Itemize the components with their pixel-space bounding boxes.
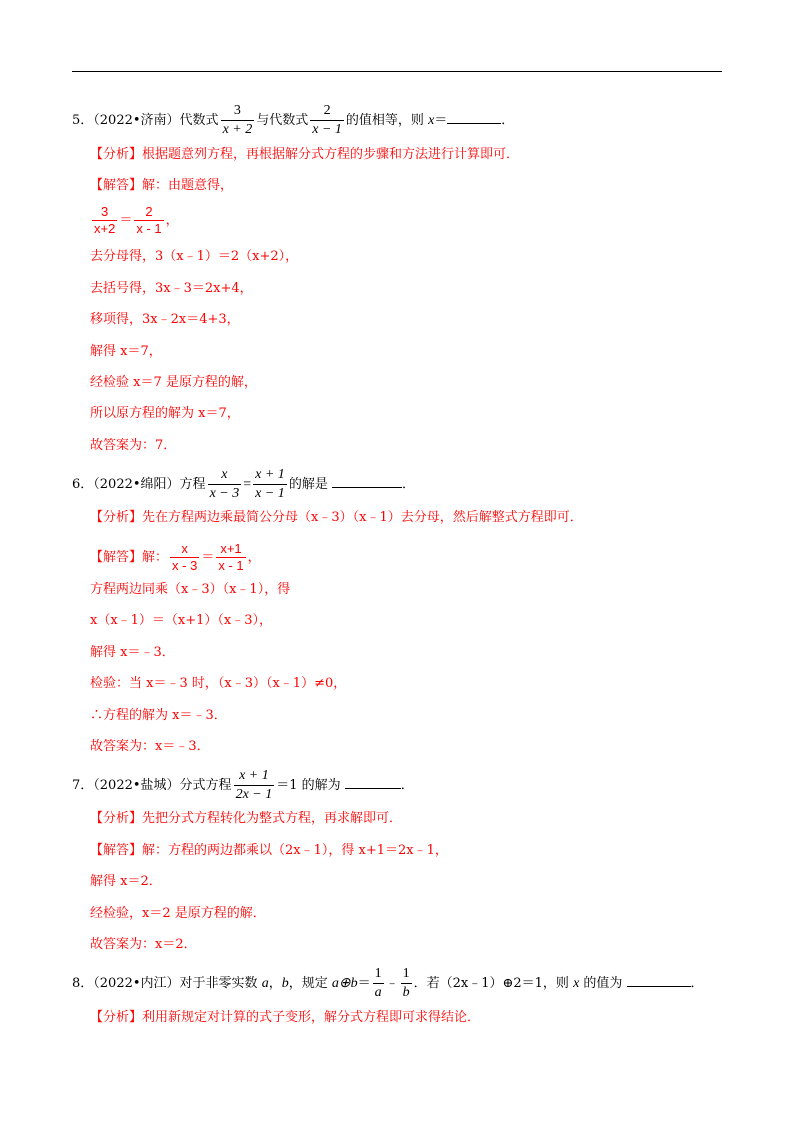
- problem-7-step: 经检验，x＝2 是原方程的解．: [90, 906, 266, 921]
- problem-6-analysis: 【分析】先在方程两边乘最简公分母（x﹣3）（x﹣1）去分母，然后解整式方程即可．: [90, 510, 583, 525]
- problem-8-analysis: 【分析】利用新规定对计算的式子变形，解分式方程即可求得结论．: [90, 1010, 481, 1025]
- answer-blank: [345, 776, 401, 789]
- answer-blank: [447, 111, 501, 124]
- problem-6-step: 方程两边同乘（x﹣3）（x﹣1），得: [90, 582, 291, 597]
- fraction-1-over-b: $\frac{1}{b}$: [402, 966, 410, 1000]
- fraction-x-plus-1-over-x-minus-1: $\frac{x+1}{x - 1}$: [218, 541, 244, 573]
- problem-5-step: 去分母得，3（x﹣1）＝2（x+2），: [90, 249, 299, 264]
- problem-7-analysis: 【分析】先把分式方程转化为整式方程，再求解即可．: [90, 811, 403, 826]
- fraction-2-over-x-minus-1: $\frac{2}{x - 1}$: [312, 103, 342, 137]
- problem-8-stem: 8．（2022•内江）对于非零实数 a，b，规定 a⊕b＝ $\frac{1}{a}$ ﹣ $\frac{1}{b}$ ．若（2x﹣1）⊕2＝1，则 x 的值为 ．: [72, 966, 704, 1000]
- problem-7-step: 解得 x＝2．: [90, 874, 162, 889]
- fraction-3-over-x-plus-2: $\frac{3}{x+2}$: [94, 204, 116, 236]
- problem-5-equation: $\frac{3}{x+2}$ ＝ $\frac{2}{x - 1}$ ，: [94, 204, 179, 236]
- problem-6-step: ∴方程的解为 x＝﹣3．: [90, 708, 227, 723]
- answer-blank: [627, 974, 691, 987]
- problem-7-final-answer: 故答案为：x＝2．: [90, 937, 197, 952]
- answer-blank: [332, 475, 402, 488]
- problem-5-step: 所以原方程的解为 x＝7，: [90, 406, 240, 421]
- fraction-1-over-a: $\frac{1}{a}$: [374, 966, 382, 1000]
- problem-5-stem: 5．（2022•济南）代数式 $\frac{3}{x + 2}$ 与代数式 $\frac{2}{x - 1}$ 的值相等，则 x＝ ．: [72, 103, 515, 137]
- problem-5-final-answer: 故答案为：7．: [90, 438, 177, 453]
- problem-6-step: 检验：当 x＝﹣3 时，（x﹣3）（x﹣1）≠0，: [90, 676, 347, 691]
- problem-6-answer: 【解答】解： $\frac{x}{x - 3}$ ＝ $\frac{x+1}{x - 1}$ ，: [90, 541, 261, 573]
- problem-5-step: 经检验 x＝7 是原方程的解，: [90, 375, 257, 390]
- fraction-x-plus-1-over-2x-minus-1: $\frac{x + 1}{2x - 1}$: [235, 768, 273, 802]
- problem-7-stem: 7．（2022•盐城）分式方程 $\frac{x + 1}{2x - 1}$ ＝1 的解为 ．: [72, 768, 414, 802]
- problem-5-answer: 【解答】解：由题意得，: [90, 178, 234, 193]
- problem-7-answer: 【解答】解：方程的两边都乘以（2x﹣1），得 x+1＝2x﹣1，: [90, 843, 448, 858]
- problem-5-analysis: 【分析】根据题意列方程，再根据解分式方程的步骤和方法进行计算即可．: [90, 147, 520, 162]
- fraction-x-plus-1-over-x-minus-1: $\frac{x + 1}{x - 1}$: [255, 467, 285, 501]
- problem-5-step: 移项得，3x﹣2x＝4+3，: [90, 312, 240, 327]
- fraction-x-over-x-minus-3: $\frac{x}{x - 3}$: [172, 541, 198, 573]
- fraction-x-over-x-minus-3: $\frac{x}{x - 3}$: [209, 467, 240, 501]
- fraction-2-over-x-minus-1: $\frac{2}{x - 1}$: [136, 204, 162, 236]
- problem-6-step: x（x﹣1）＝（x+1）（x﹣3），: [90, 613, 273, 628]
- problem-5-step: 去括号得，3x﹣3＝2x+4，: [90, 281, 253, 296]
- fraction-3-over-x-plus-2: $\frac{3}{x + 2}$: [222, 103, 253, 137]
- problem-6-stem: 6．（2022•绵阳）方程 $\frac{x}{x - 3}$ = $\frac{x + 1}{x - 1}$ 的解是 ．: [72, 467, 415, 501]
- problem-6-final-answer: 故答案为：x＝﹣3．: [90, 739, 210, 754]
- problem-6-step: 解得 x＝﹣3．: [90, 645, 175, 660]
- problem-5-step: 解得 x＝7，: [90, 344, 162, 359]
- header-rule: [72, 71, 722, 72]
